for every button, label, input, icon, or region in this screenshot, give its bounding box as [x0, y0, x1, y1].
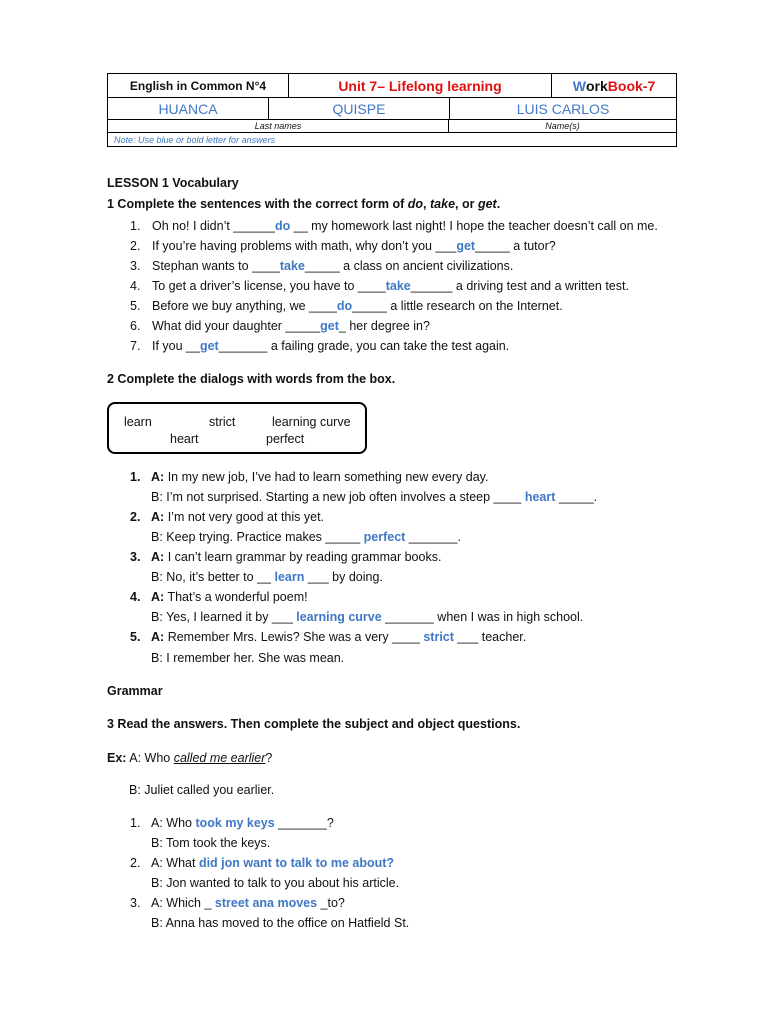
- item-number: 7.: [130, 339, 141, 353]
- list-item: [152, 279, 629, 293]
- item-number: 3.: [130, 259, 141, 273]
- question-line: [151, 856, 394, 870]
- exercise-1-title: [107, 197, 500, 211]
- item-text: To get a driver’s license, you have to ____: [152, 279, 386, 293]
- item-number: 4.: [130, 590, 141, 604]
- dialog-text: _______.: [405, 530, 461, 544]
- list-item: [152, 299, 563, 313]
- dialog-text: No, it’s better to __: [166, 570, 275, 584]
- item-text: _____ a little research on the Internet.: [352, 299, 563, 313]
- dialog-text: I’m not very good at this yet.: [167, 510, 325, 524]
- answer: get: [199, 339, 219, 353]
- question-text: A: What: [151, 856, 199, 870]
- workbook-label: [552, 74, 676, 97]
- example-label: Ex:: [107, 751, 127, 765]
- answer-note: Note: Use blue or bold letter for answers: [114, 134, 276, 145]
- item-number: 1.: [130, 470, 141, 484]
- workbook-book: Book-7: [607, 77, 656, 94]
- item-number: 2.: [130, 239, 141, 253]
- list-item: [152, 339, 509, 353]
- example-answer: B: Juliet called you earlier.: [129, 783, 275, 797]
- answer: do: [275, 219, 291, 233]
- item-text: ______ a driving test and a written test.: [410, 279, 629, 293]
- list-item: [152, 319, 430, 333]
- answer: took my keys: [195, 816, 275, 830]
- workbook-w: W: [572, 77, 586, 94]
- header-row-labels: [108, 120, 676, 133]
- sep-2: , or: [455, 197, 478, 211]
- answer-line: B: Anna has moved to the office on Hatfield St.: [151, 916, 410, 930]
- item-text: What did your daughter _____: [152, 319, 321, 333]
- answer: perfect: [363, 530, 406, 544]
- dialog-line-a: [151, 630, 526, 644]
- word-take: take: [430, 197, 456, 211]
- item-number: 2.: [130, 856, 141, 870]
- example-question: [107, 751, 272, 765]
- course-name: English in Common N°4: [108, 74, 289, 97]
- dialog-text: _______ when I was in high school.: [381, 610, 584, 624]
- header-row-title: [108, 74, 676, 98]
- list-item: [152, 259, 513, 273]
- dialog-line-a: [151, 550, 441, 564]
- dialog-text: I remember her. She was mean.: [166, 651, 345, 665]
- dialog-line-a: [151, 470, 488, 484]
- question-text: A: Who: [151, 816, 196, 830]
- box-word: perfect: [266, 432, 305, 446]
- question-line: [151, 816, 334, 830]
- box-word: heart: [170, 432, 199, 446]
- item-number: 5.: [130, 299, 141, 313]
- dialog-text: Remember Mrs. Lewis? She was a very ____: [167, 630, 424, 644]
- answer: heart: [524, 490, 556, 504]
- exercise-1-prefix: 1 Complete the sentences with the correct form of: [107, 197, 408, 211]
- example-text: A: Who: [126, 751, 174, 765]
- word-box: [107, 402, 367, 454]
- exercise-3-title: 3 Read the answers. Then complete the subject and object questions.: [107, 717, 521, 731]
- item-number: 4.: [130, 279, 141, 293]
- question-text: _to?: [317, 896, 345, 910]
- answer-line: B: Jon wanted to talk to you about his article.: [151, 876, 400, 890]
- list-item: [152, 239, 556, 253]
- dialog-line-b: [151, 610, 583, 624]
- exercise-2-title: 2 Complete the dialogs with words from the box.: [107, 372, 396, 386]
- dialog-text: I’m not surprised. Starting a new job often involves a steep ____: [166, 490, 525, 504]
- header-row-note: [108, 133, 676, 146]
- dialog-text: Keep trying. Practice makes _____: [166, 530, 364, 544]
- item-text: _____ a class on ancient civilizations.: [304, 259, 514, 273]
- speaker-b: B:: [151, 610, 163, 624]
- answer: get: [456, 239, 476, 253]
- unit-name: – Lifelong learning: [377, 77, 502, 94]
- item-text: _____ a tutor?: [475, 239, 556, 253]
- unit-title: [289, 74, 552, 97]
- header-row-names: [108, 98, 676, 120]
- item-text: Before we buy anything, we ____: [152, 299, 337, 313]
- workbook-ork: ork: [585, 77, 608, 94]
- speaker-a: A:: [151, 470, 165, 484]
- word-do: do: [407, 197, 424, 211]
- box-word: learn: [124, 415, 152, 429]
- item-number: 6.: [130, 319, 141, 333]
- example-underlined: called me earlier: [173, 751, 266, 765]
- item-number: 1.: [130, 219, 141, 233]
- item-text: __ my homework last night! I hope the teacher doesn’t call on me.: [290, 219, 658, 233]
- header-table: [107, 73, 677, 147]
- dialog-text: ___ teacher.: [453, 630, 527, 644]
- item-text: _ her degree in?: [338, 319, 430, 333]
- box-word: learning curve: [272, 415, 351, 429]
- answer: do: [336, 299, 353, 313]
- speaker-b: B:: [151, 490, 163, 504]
- answer: strict: [423, 630, 454, 644]
- speaker-a: A:: [151, 510, 165, 524]
- first-names: LUIS CARLOS: [516, 100, 610, 117]
- speaker-b: B:: [151, 530, 163, 544]
- last-name-1: HUANCA: [108, 98, 269, 119]
- dialog-line-b: [151, 530, 461, 544]
- dialog-line-b: [151, 651, 344, 665]
- box-word: strict: [209, 415, 236, 429]
- example-text: ?: [265, 751, 273, 765]
- answer: did jon want to talk to me about?: [198, 856, 395, 870]
- dialog-line-a: [151, 510, 324, 524]
- item-text: If you’re having problems with math, why don’t you ___: [152, 239, 457, 253]
- sep-1: ,: [423, 197, 430, 211]
- dialog-text: _____.: [555, 490, 598, 504]
- dialog-text: That’s a wonderful poem!: [167, 590, 308, 604]
- answer: get: [320, 319, 339, 333]
- dialog-text: Yes, I learned it by ___: [166, 610, 297, 624]
- item-number: 5.: [130, 630, 141, 644]
- speaker-a: A:: [151, 630, 165, 644]
- last-name-2: QUISPE: [269, 98, 450, 119]
- answer-line: B: Tom took the keys.: [151, 836, 271, 850]
- speaker-a: A:: [151, 590, 165, 604]
- dialog-line-b: [151, 570, 383, 584]
- item-number: 1.: [130, 816, 141, 830]
- speaker-b: B:: [151, 651, 163, 665]
- sep-3: .: [496, 197, 501, 211]
- item-number: 2.: [130, 510, 141, 524]
- dialog-text: ___ by doing.: [304, 570, 383, 584]
- item-text: _______ a failing grade, you can take the test again.: [218, 339, 510, 353]
- lesson-title: LESSON 1 Vocabulary: [107, 176, 239, 190]
- item-text: Oh no! I didn’t ______: [152, 219, 276, 233]
- answer: learning curve: [296, 610, 382, 624]
- word-get: get: [477, 197, 497, 211]
- dialog-text: In my new job, I’ve had to learn something new every day.: [167, 470, 489, 484]
- question-line: [151, 896, 345, 910]
- question-text: A: Which _: [151, 896, 215, 910]
- dialog-line-a: [151, 590, 308, 604]
- grammar-title: Grammar: [107, 684, 163, 698]
- item-number: 3.: [130, 550, 141, 564]
- item-text: If you __: [152, 339, 200, 353]
- speaker-a: A:: [151, 550, 165, 564]
- answer: take: [385, 279, 411, 293]
- speaker-b: B:: [151, 570, 163, 584]
- question-text: _______?: [274, 816, 334, 830]
- dialog-line-b: [151, 490, 597, 504]
- item-number: 3.: [130, 896, 141, 910]
- names-label: Name(s): [545, 121, 580, 131]
- unit-number: Unit 7: [338, 77, 378, 94]
- answer: take: [279, 259, 305, 273]
- answer: learn: [274, 570, 305, 584]
- answer: street ana moves: [214, 896, 318, 910]
- last-names-label: Last names: [108, 120, 449, 132]
- item-text: Stephan wants to ____: [152, 259, 280, 273]
- list-item: [152, 219, 658, 233]
- dialog-text: I can’t learn grammar by reading grammar books.: [167, 550, 442, 564]
